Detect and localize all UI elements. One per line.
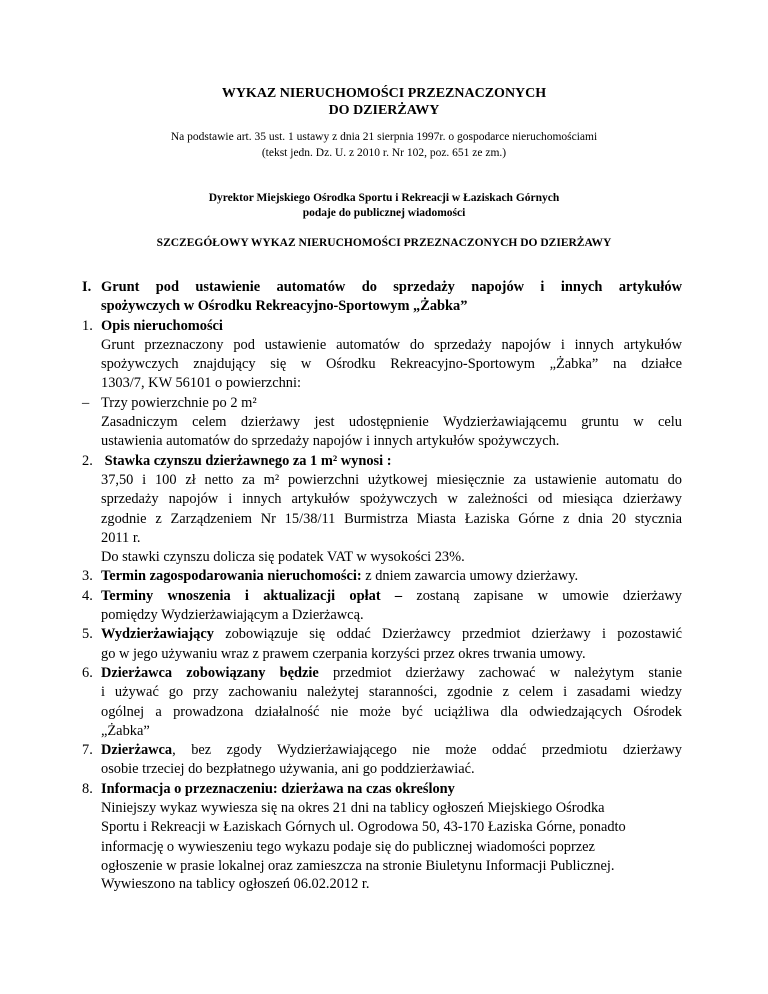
- legal-basis-line1: Na podstawie art. 35 ust. 1 ustawy z dnia 21 sierpnia 1997r. o gospodarce nieruchomościami: [170, 131, 598, 143]
- item-8-heading: 8. Informacja o przeznaczeniu: dzierżawa na czas określony: [82, 780, 455, 797]
- item-1-line4: Zasadniczym celem dzierżawy jest udostępnienie Wydzierżawiającemu gruntu w celu: [101, 414, 682, 431]
- item-2-line5: Do stawki czynszu dolicza się podatek VAT w wysokości 23%.: [101, 549, 465, 566]
- item-1-line3: 1303/7, KW 56101 o powierzchni:: [101, 375, 301, 392]
- item-8-line2: Sportu i Rekreacji w Łaziskach Górnych ul. Ogrodowa 50, 43-170 Łaziska Górne, ponadto: [101, 819, 626, 836]
- item-2-line2: sprzedaży napojów i innych artykułów spożywczych w zależności od miesiąca dzierżawy: [101, 491, 682, 508]
- item-1-line2: spożywczych znajdujący się w Ośrodku Rekreacyjno-Sportowym „Żabka” na działce: [101, 356, 682, 373]
- item-5-line2: go w jego używaniu wraz z prawem czerpania korzyści przez okres trwania umowy.: [101, 645, 586, 662]
- section-heading-line1: I. Grunt pod ustawienie automatów do sprzedaży napojów i innych artykułów: [82, 278, 682, 297]
- item-1-dash-item: – Trzy powierzchnie po 2 m²: [82, 394, 257, 411]
- item-6-line3: ogólnej a prowadzona działalność nie może być uciążliwa dla odwiedzających Ośrodek: [101, 703, 682, 720]
- item-2-heading: 2. Stawka czynszu dzierżawnego za 1 m² wynosi :: [82, 452, 392, 469]
- item-2-line1: 37,50 i 100 zł netto za m² powierzchni użytkowej miesięcznie za ustawienie automatu do: [101, 471, 682, 488]
- section-heading-line2: spożywczych w Ośrodku Rekreacyjno-Sportowym „Żabka”: [101, 298, 468, 315]
- item-2-line3: zgodnie z Zarządzeniem Nr 15/38/11 Burmistrza Miasta Łaziska Górne z dnia 20 stycznia: [101, 510, 682, 527]
- item-8-line1: Niniejszy wykaz wywiesza się na okres 21 dni na tablicy ogłoszeń Miejskiego Ośrodka: [101, 800, 605, 817]
- item-1-line1: Grunt przeznaczony pod ustawienie automatów do sprzedaży napojów i innych artykułów: [101, 336, 682, 353]
- item-3: 3. Termin zagospodarowania nieruchomości: z dniem zawarcia umowy dzierżawy.: [82, 568, 579, 585]
- section-number: I.: [82, 279, 92, 295]
- director-line1: Dyrektor Miejskiego Ośrodka Sportu i Rekreacji w Łaziskach Górnych: [208, 192, 560, 204]
- director-line2: podaje do publicznej wiadomości: [302, 207, 466, 219]
- item-4-line2: pomiędzy Wydzierżawiającym a Dzierżawcą.: [101, 607, 364, 624]
- detail-title: SZCZEGÓŁOWY WYKAZ NIERUCHOMOŚCI PRZEZNACZONYCH DO DZIERŻAWY: [156, 237, 612, 249]
- item-4-line1: 4. Terminy wnoszenia i aktualizacji opłat – zostaną zapisane w umowie dzierżawy: [82, 587, 682, 604]
- legal-basis-line2: (tekst jedn. Dz. U. z 2010 r. Nr 102, poz. 651 ze zm.): [261, 147, 507, 159]
- item-5-line1: 5. Wydzierżawiający zobowiązuje się oddać Dzierżawcy przedmiot dzierżawy i pozostawić: [82, 626, 682, 643]
- item-7-line1: 7. Dzierżawca, bez zgody Wydzierżawiającego nie może oddać przedmiotu dzierżawy: [82, 742, 682, 759]
- item-8-line4: ogłoszenie w prasie lokalnej oraz zamieszcza na stronie Biuletynu Informacji Publicznej.: [101, 857, 615, 874]
- item-1-line5: ustawienia automatów do sprzedaży napojów i innych artykułów spożywczych.: [101, 433, 560, 450]
- item-6-line4: „Żabka”: [101, 722, 150, 739]
- posted-date-note: Wywieszono na tablicy ogłoszeń 06.02.2012 r.: [101, 876, 370, 892]
- item-7-line2: osobie trzeciej do bezpłatnego używania, ani go poddzierżawiać.: [101, 761, 475, 778]
- item-8-line3: informację o wywieszeniu tego wykazu podaje się do publicznej wiadomości poprzez: [101, 838, 595, 855]
- document-title-line1: WYKAZ NIERUCHOMOŚCI PRZEZNACZONYCH: [221, 86, 547, 101]
- document-body: [82, 278, 682, 876]
- document-title-line2: DO DZIERŻAWY: [328, 103, 440, 118]
- item-2-line4: 2011 r.: [101, 529, 141, 546]
- item-6-line2: i używać go przy zachowaniu należytej staranności, zgodnie z celem i zasadami wiedzy: [101, 684, 682, 701]
- item-6-line1: 6. Dzierżawca zobowiązany będzie przedmiot dzierżawy zachować w należytym stanie: [82, 664, 682, 681]
- item-1-heading: 1. Opis nieruchomości: [82, 317, 223, 334]
